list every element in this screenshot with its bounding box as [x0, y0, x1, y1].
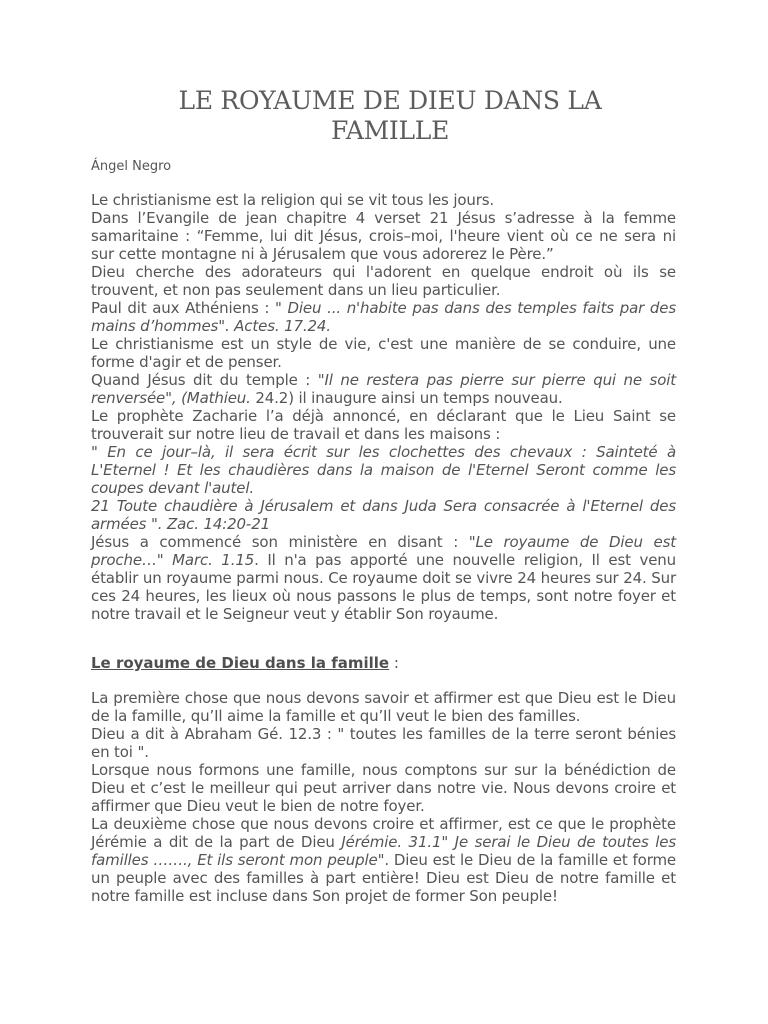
- text-span: La deuxième chose que nous devons croire et affirmer, est ce que le prophète Jérémie a dit de la part de Dieu: [91, 815, 676, 851]
- quote-span: " En ce jour–là, il sera écrit sur les clochettes des chevaux : Sainteté à L'Eternel ! Et les chaudières dans la maison de l'Eternel Seront comme les coupes devant l'autel.: [91, 443, 676, 497]
- paragraph: La première chose que nous devons savoir et affirmer est que Dieu est le Dieu de la famille, qu’Il aime la famille et qu’Il veut le bien des familles.: [91, 689, 676, 725]
- paragraph: Le prophète Zacharie l’a déjà annoncé, en déclarant que le Lieu Saint se trouverait sur notre lieu de travail et dans les maisons :: [91, 407, 676, 443]
- paragraph: Lorsque nous formons une famille, nous comptons sur sur la bénédiction de Dieu et c’est le meilleur qui peut arriver dans notre vie. Nous devons croire et affirmer que Dieu veut le bien de notre foyer.: [91, 761, 676, 815]
- family-section: [91, 689, 676, 905]
- quote-span: "Il ne restera pas pierre sur pierre qui ne soit renversée", (Mathieu.: [91, 371, 676, 407]
- paragraph: [91, 371, 676, 407]
- paragraph: Le christianisme est la religion qui se vit tous les jours.: [91, 191, 495, 209]
- text-span: Quand Jésus dit du temple :: [91, 371, 318, 389]
- text-span: . Il n'a pas apporté une nouvelle religion, Il est venu établir un royaume parmi nous. Ce royaume doit se vivre 24 heures sur 24. Sur ces 24 heures, les lieux où nous passons le plus de temps, sont notre foyer et notre travail et le Seigneur veut y établir Son royaume.: [91, 551, 676, 623]
- intro-section: [91, 191, 676, 623]
- paragraph: Le christianisme est un style de vie, c'est une manière de se conduire, une forme d'agir et de penser.: [91, 335, 676, 371]
- paragraph: Dieu cherche des adorateurs qui l'adorent en quelque endroit où ils se trouvent, et non pas seulement dans un lieu particulier.: [91, 263, 676, 299]
- document-title: LE ROYAUME DE DIEU DANS LA FAMILLE: [178, 86, 602, 145]
- quote-span: 21 Toute chaudière à Jérusalem et dans Juda Sera consacrée à l'Eternel des armées ". Zac. 14:20-21: [91, 497, 676, 533]
- paragraph: [91, 443, 676, 497]
- paragraph: Dans l’Evangile de jean chapitre 4 verset 21 Jésus s’adresse à la femme samaritaine : “Femme, lui dit Jésus, crois–moi, l'heure vient où ce ne sera ni sur cette montagne ni à Jérusalem que vous adorerez le Père.”: [91, 209, 676, 263]
- quote-span: Dieu ... n'habite pas dans des temples faits par des mains d’hommes". Actes. 17.24.: [91, 299, 676, 335]
- author-name: Ángel Negro: [91, 159, 172, 174]
- text-span: Jésus a commencé son ministère en disant : ": [91, 533, 476, 551]
- quote-span: Jérémie. 31.1" Je serai le Dieu de toutes les familles ……., Et ils seront mon peuple": [91, 833, 676, 869]
- heading-suffix: :: [389, 654, 399, 672]
- paragraph: [91, 815, 676, 905]
- paragraph: [91, 497, 676, 533]
- text-span: . Dieu est le Dieu de la famille et forme un peuple avec des familles à part entière! Dieu est Dieu de notre famille et notre famille est incluse dans Son projet de former Son peuple!: [91, 851, 676, 905]
- section-heading-text: Le royaume de Dieu dans la famille: [91, 654, 390, 672]
- section-heading: [91, 654, 399, 672]
- paragraph: [91, 299, 676, 335]
- quote-span: Le royaume de Dieu est proche…" Marc. 1.15: [91, 533, 676, 569]
- paragraph: [91, 533, 676, 623]
- paragraph: Dieu a dit à Abraham Gé. 12.3 : " toutes les familles de la terre seront bénies en toi ".: [91, 725, 676, 761]
- text-span: Paul dit aux Athéniens : ": [91, 299, 288, 317]
- text-span: 24.2) il inaugure ainsi un temps nouveau.: [250, 389, 563, 407]
